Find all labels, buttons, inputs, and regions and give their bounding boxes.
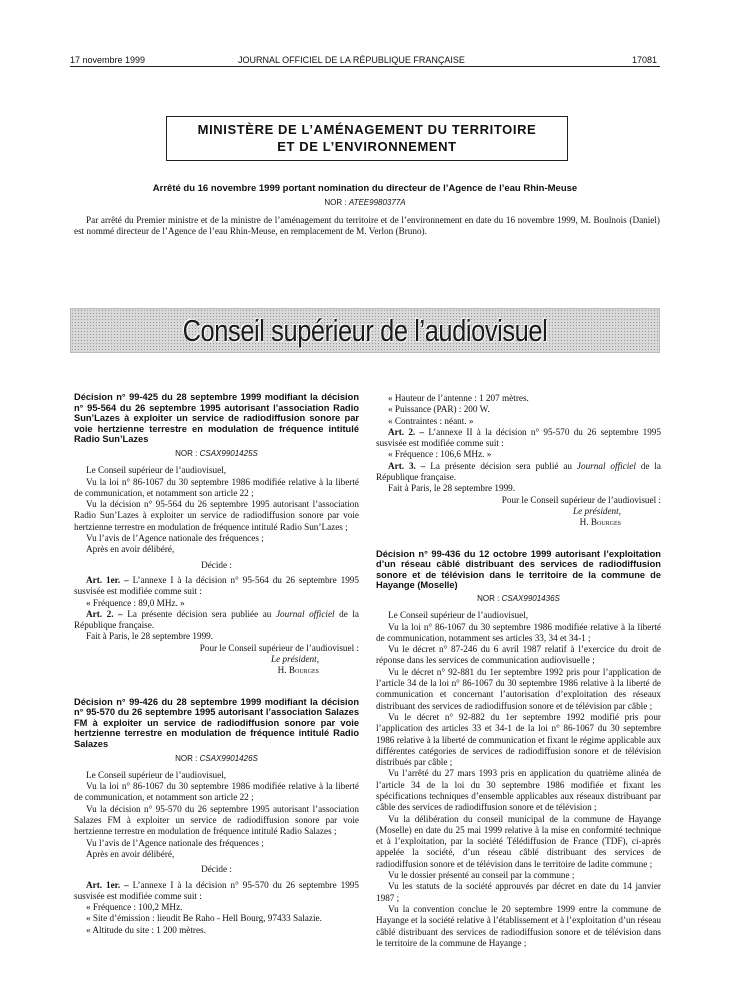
decision3-title: Décision n° 99-436 du 12 octobre 1999 autorisant l’exploitation d’un réseau câblé distribuant des services de radiodiffusion sonore et de télévision dans le territoire de la commune de Hayange (Moselle) [376,548,661,591]
decision1-signature-line1: Pour le Conseil supérieur de l’audiovisuel : [199,642,359,653]
article-label: Art. 2. – [86,608,123,619]
decision2-para: Vu l’avis de l’Agence nationale des fréquences ; [86,837,264,848]
header-page-number: 17081 [632,55,658,65]
decision2-article1 [74,880,359,903]
right-column [376,393,661,949]
decision2-fait: Fait à Paris, le 28 septembre 1999. [388,483,516,494]
decision2-nor-code: CSAX9901426S [199,753,258,763]
decision1-article2 [74,609,359,632]
decision2-article2 [376,427,661,450]
decision3-para: Vu la loi n° 86-1067 du 30 septembre 1986 modifiée relative à la liberté de communication, notamment ses articles 33, 34 et 34-1 ; [376,621,661,643]
decision2-para: Vu la loi n° 86-1067 du 30 septembre 1986 modifiée relative à la liberté de communication, et notamment son article 22 ; [74,781,359,803]
decision1-para: Le Conseil supérieur de l’audiovisuel, [86,465,227,476]
decision2-decide: Décide : [201,864,232,875]
decision3-para: Vu le décret n° 92-882 du 1er septembre 1992 modifié pris pour l’application des articles 33 et 34-1 de la loi n° 86-1067 du 30 septembre 1986 relative à la liberté de communication et fixant le régime applicable aux différentes catégories de services de radiodiffusion sonore et de télévision distribués par câble ; [376,711,661,768]
decision2-item: « Puissance (PAR) : 200 W. [388,404,490,415]
decision3-para: Vu le dossier présenté au conseil par la commune ; [388,870,575,881]
decision1-article1 [74,575,359,598]
decision2-item: « Fréquence : 100,2 MHz. [86,902,183,913]
decision2-para: Après en avoir délibéré, [86,848,175,859]
decision1-para: Vu la loi n° 86-1067 du 30 septembre 1986 modifiée relative à la liberté de communication, et notamment son article 22 ; [74,476,359,498]
decision3-nor-label: NOR : [477,593,502,603]
decision1-nor [74,448,359,459]
decision1-para: Vu l’avis de l’Agence nationale des fréquences ; [86,533,264,544]
decision3-para: Vu le décret n° 87-246 du 6 avril 1987 relatif à l’exercice du droit de réponse dans les services de communication audiovisuelle ; [376,644,661,666]
decision2-nor-label: NOR : [175,753,200,763]
article-label: Art. 1er. – [86,879,129,890]
decision2-para: Le Conseil supérieur de l’audiovisuel, [86,769,227,780]
decision2-signature-name: H. Bourges [579,517,621,528]
decision2-nor [74,753,359,764]
decision1-para: Après en avoir délibéré, [86,544,175,555]
decision2-item: « Altitude du site : 1 200 mètres. [86,924,206,935]
arrete-nor-code: ATEE9980377A [348,198,406,207]
decision1-nor-code: CSAX9901425S [199,448,258,458]
article-text: L’annexe I à la décision n° 95-564 du 26 septembre 1995 susvisée est modifiée comme suit : [74,574,359,597]
decision2-item: « Site d’émission : lieudit Be Raho - Hell Bourg, 97433 Salazie. [86,913,322,924]
header-date: 17 novembre 1999 [70,55,146,65]
csa-banner-title: Conseil supérieur de l’audiovisuel [182,313,548,348]
journal-officiel-italic: Journal officiel [275,608,335,619]
article-text: de la République française. [376,460,661,483]
decision2-item: « Contraintes : néant. » [388,415,474,426]
article-text: La présente décision sera publiée au [122,608,276,619]
decision3-para: Le Conseil supérieur de l’audiovisuel, [388,610,529,621]
article-text: L’annexe I à la décision n° 95-570 du 26 septembre 1995 susvisée est modifiée comme suit : [74,879,359,901]
decision2-signature-line1: Pour le Conseil supérieur de l’audiovisuel : [501,494,661,505]
decision1-nor-label: NOR : [175,448,200,458]
arrete-title: Arrêté du 16 novembre 1999 portant nomination du directeur de l’Agence de l’eau Rhin-Meuse [152,183,578,194]
decision3-para: Vu la convention conclue le 20 septembre 1999 entre la commune de Hayange et la société relative à l’établissement et à l’exploitation d’un réseau câblé distribuant des services de radiodiffusion sonore et de télévision dans le territoire de la commune de Hayange ; [376,903,661,948]
article-text: L’annexe II à la décision n° 95-570 du 26 septembre 1995 susvisée est modifiée comme suit : [376,426,661,449]
arrete-nor [70,198,660,207]
decision3-para: Vu l’arrêté du 27 mars 1993 pris en application du quatrième alinéa de l’article 34 de la loi du 30 septembre 1986 modifiée et fixant les spécifications techniques d’ensemble applicables aux réseaux distribuant par câble des services de radiodiffusion sonore et de télévision ; [376,768,661,813]
article-text: La présente décision sera publié au [425,460,577,471]
arrete-body: Par arrêté du Premier ministre et de la ministre de l’aménagement du territoire et de l’environnement en date du 16 novembre 1999, M. Boulnois (Daniel) est nommé directeur de l’Agence de l’eau Rhin-Meuse, en remplacement de M. Verlon (Bruno). [74,215,660,237]
article-label: Art. 2. – [388,426,425,437]
article-text: de la République française. [74,608,359,631]
decision3-para: Vu la délibération du conseil municipal de la commune de Hayange (Moselle) en date du 25 mai 1999 relative à la mise en conformité technique et à l’exploitation, par la société Télédiffusion de France (TDF), ci-après appelée la société, d’un réseau câblé distribuant des services de radiodiffusion sonore et de télévision dans le territoire de ladite commune ; [376,813,661,869]
ministry-heading-line1: MINISTÈRE DE L’AMÉNAGEMENT DU TERRITOIRE [197,122,537,137]
decision1-para: Vu la décision n° 95-564 du 26 septembre 1995 autorisant l’association Radio Sun’Lazes à exploiter un service de radiodiffusion sonore par voie hertzienne terrestre en modulation de fréquence intitulé Radio Sun’Lazes ; [74,499,359,532]
decision2-title: Décision n° 99-426 du 28 septembre 1999 modifiant la décision n° 95-570 du 26 septembre 1995 autorisant l’association Salazes FM à exploiter un service de radiodiffusion sonore par voie hertzienne terrestre en modulation de fréquence intitulé Radio Salazes [74,696,359,749]
decision1-fait: Fait à Paris, le 28 septembre 1999. [86,631,214,642]
decision2-item: « Hauteur de l’antenne : 1 207 mètres. [388,393,529,403]
ministry-heading-box [166,116,568,161]
decision1-decide: Décide : [201,559,232,570]
decision3-para: Vu les statuts de la société approuvés par décret en date du 14 janvier 1987 ; [376,881,661,903]
decision3-nor-code: CSAX9901436S [501,593,560,603]
article-label: Art. 1er. – [86,574,129,585]
decision3-nor [376,593,661,604]
decision1-article1-item: « Fréquence : 89,0 MHz. » [86,597,185,608]
decision3-para: Vu le décret n° 92-881 du 1er septembre 1992 pris pour l’application de l’article 34 de la loi n° 86-1067 du 30 septembre 1986 relative à la liberté de communication et concernant l’autorisation d’exploitation des réseaux distribuant des services de radiodiffusion sonore et de télévision par câble ; [376,666,661,711]
decision1-signature-title: Le président, [271,654,319,665]
journal-officiel-italic: Journal officiel [576,460,636,471]
left-column [74,392,359,936]
ministry-heading-line2: ET DE L’ENVIRONNEMENT [277,139,457,154]
header-journal-title: JOURNAL OFFICIEL DE LA RÉPUBLIQUE FRANÇAISE [238,55,465,65]
decision1-title: Décision n° 99-425 du 28 septembre 1999 modifiant la décision n° 95-564 du 26 septembre 1995 autorisant l’association Radio Sun’Lazes à exploiter un service de radiodiffusion sonore par voie hertzienne terrestre en modulation de fréquence intitulé Radio Sun’Lazes [74,392,359,445]
csa-banner [70,308,660,353]
decision2-para: Vu la décision n° 95-570 du 26 septembre 1995 autorisant l’association Salazes FM à exploiter un service de radiodiffusion sonore par voie hertzienne terrestre en modulation de fréquence intitulé Radio Salazes ; [74,803,359,837]
decision2-signature-title: Le président, [573,505,621,516]
decision2-article3 [376,461,661,484]
article-label: Art. 3. – [388,460,426,471]
decision1-signature-name: H. Bourges [277,665,319,676]
header-rule [70,66,660,67]
decision2-article2-item: « Fréquence : 106,6 MHz. » [388,449,492,460]
arrete-nor-label: NOR : [324,198,349,207]
